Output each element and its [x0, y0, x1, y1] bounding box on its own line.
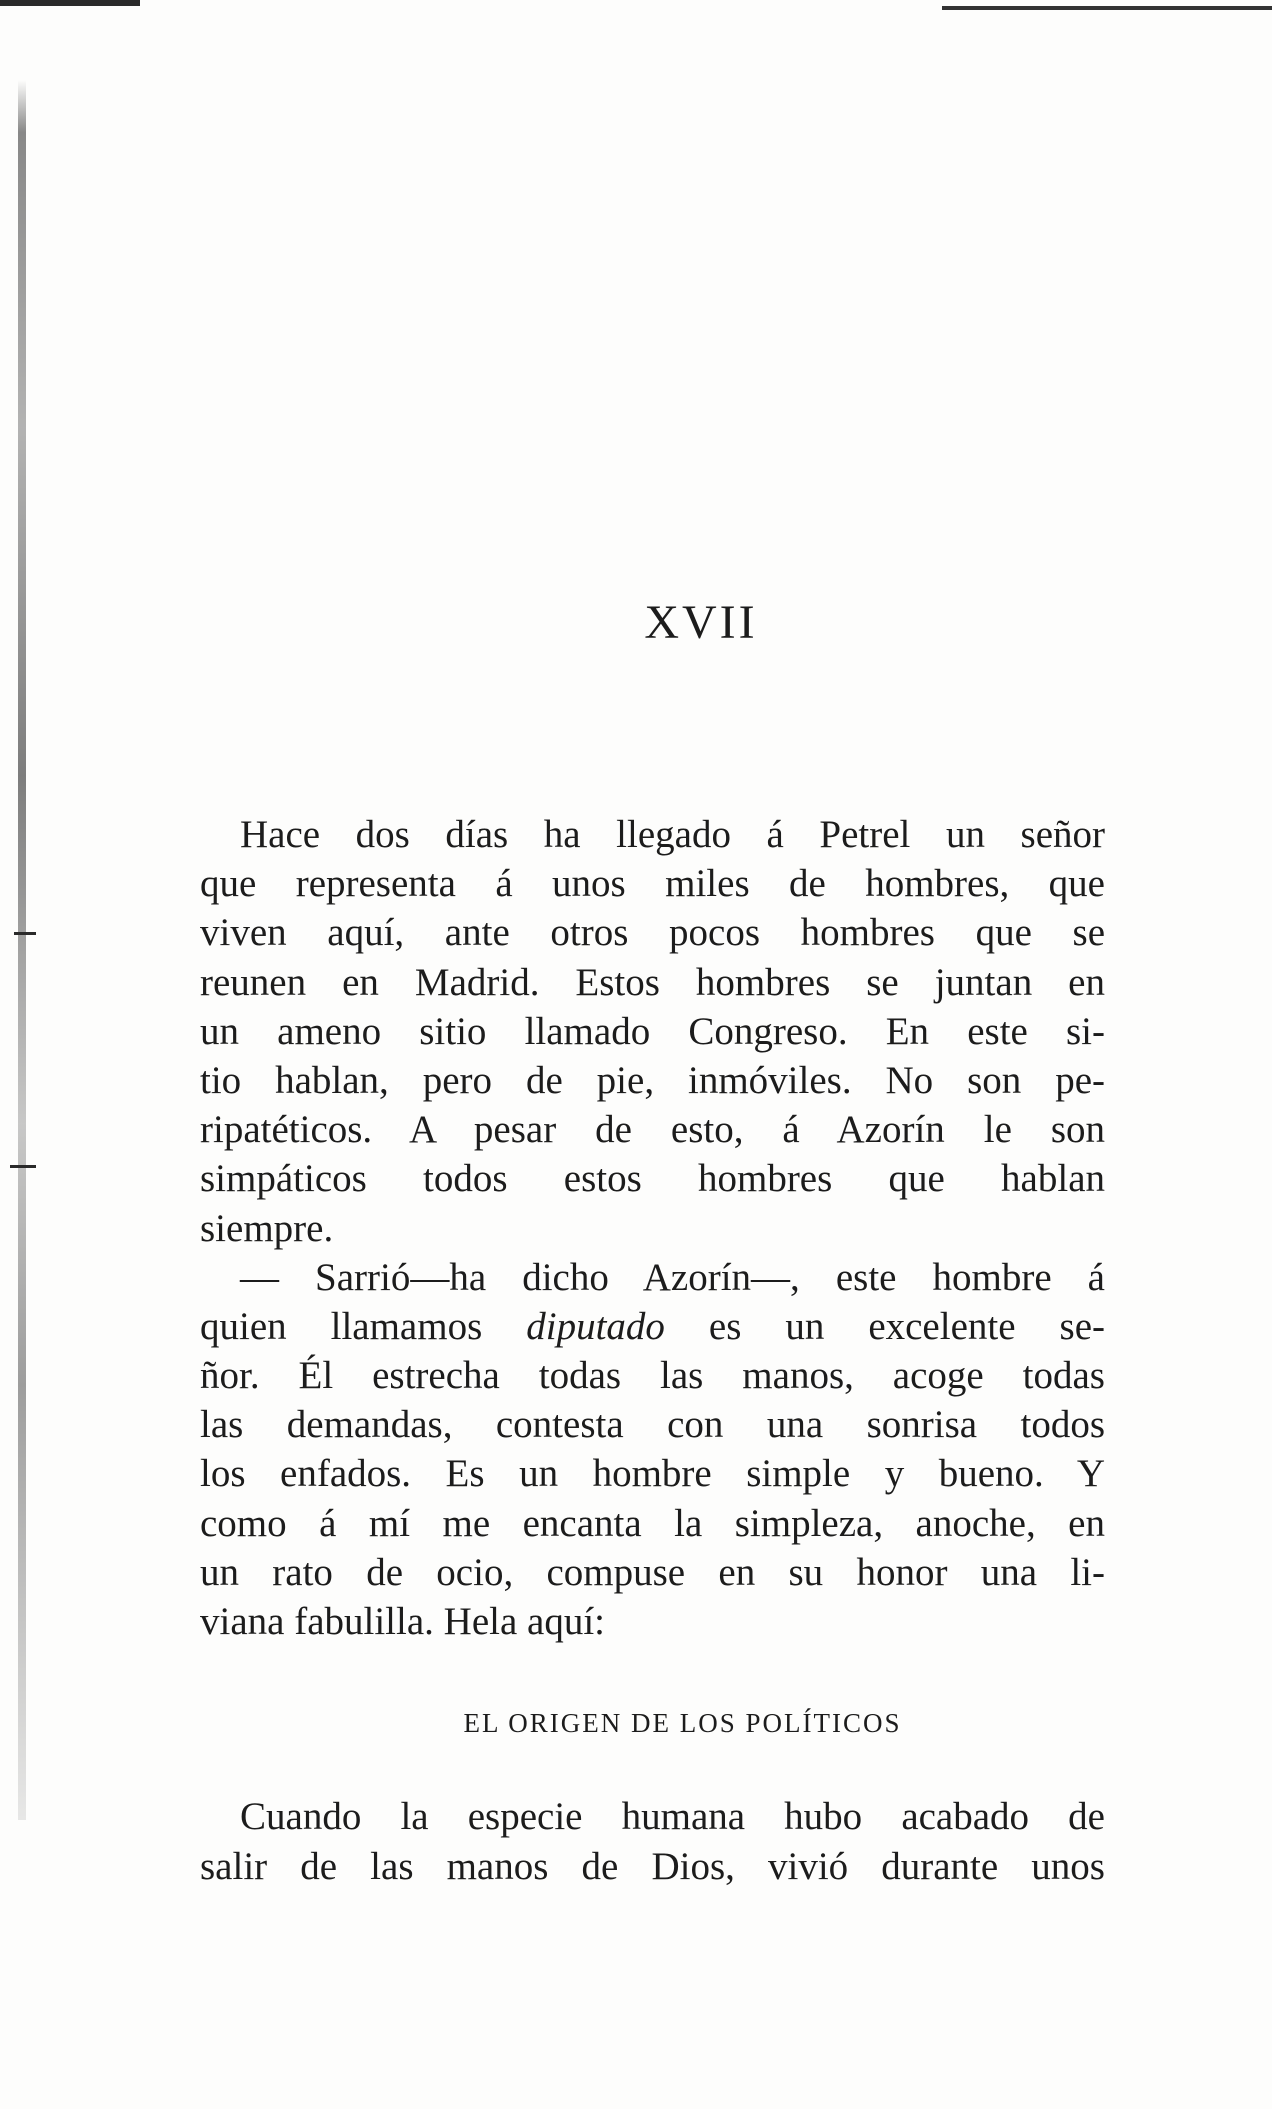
text-line: un ameno sitio llamado Congreso. En este si-	[200, 1009, 1105, 1053]
text-line: tio hablan, pero de pie, inmóviles. No son pe-	[200, 1058, 1105, 1102]
text-line: un rato de ocio, compuse en su honor una li-	[200, 1550, 1105, 1594]
scan-mark	[10, 1165, 36, 1168]
chapter-body	[200, 810, 1105, 1646]
text-line: que representa á unos miles de hombres, que	[200, 862, 1105, 906]
scan-edge-left	[18, 80, 26, 1820]
text-line: salir de las manos de Dios, vivió durante unos	[200, 1845, 1105, 1888]
text-line: ñor. Él estrecha todas las manos, acoge todas	[200, 1354, 1105, 1398]
text-line: viana fabulilla. Hela aquí:	[200, 1600, 606, 1643]
scan-edge-top-left	[0, 0, 140, 6]
scan-edge-top-right	[942, 6, 1272, 10]
text-line: reunen en Madrid. Estos hombres se juntan en	[200, 960, 1105, 1004]
italic-word: diputado	[526, 1304, 665, 1348]
chapter-heading: XVII	[644, 596, 758, 649]
text-line: como á mí me encanta la simpleza, anoche, en	[200, 1501, 1105, 1545]
section-body	[200, 1792, 1105, 1892]
text-line: simpáticos todos estos hombres que hablan	[200, 1157, 1105, 1201]
scan-mark	[14, 932, 36, 935]
text-line: viven aquí, ante otros pocos hombres que se	[200, 911, 1105, 955]
section-title: EL ORIGEN DE LOS POLÍTICOS	[463, 1708, 902, 1738]
text-fragment: es un excelente se-	[664, 1304, 1105, 1348]
text-line: las demandas, contesta con una sonrisa todos	[200, 1403, 1105, 1447]
text-line-with-italic	[200, 1302, 1105, 1351]
text-line: ripatéticos. A pesar de esto, á Azorín le son	[200, 1108, 1105, 1152]
text-line: los enfados. Es un hombre simple y bueno. Y	[200, 1452, 1105, 1496]
text-line: Hace dos días ha llegado á Petrel un señor	[240, 813, 1105, 856]
text-line: siempre.	[200, 1206, 334, 1250]
text-line: — Sarrió—ha dicho Azorín—, este hombre á	[240, 1255, 1105, 1299]
text-fragment: quien llamamos	[200, 1304, 527, 1348]
text-line: Cuando la especie humana hubo acabado de	[240, 1795, 1105, 1838]
